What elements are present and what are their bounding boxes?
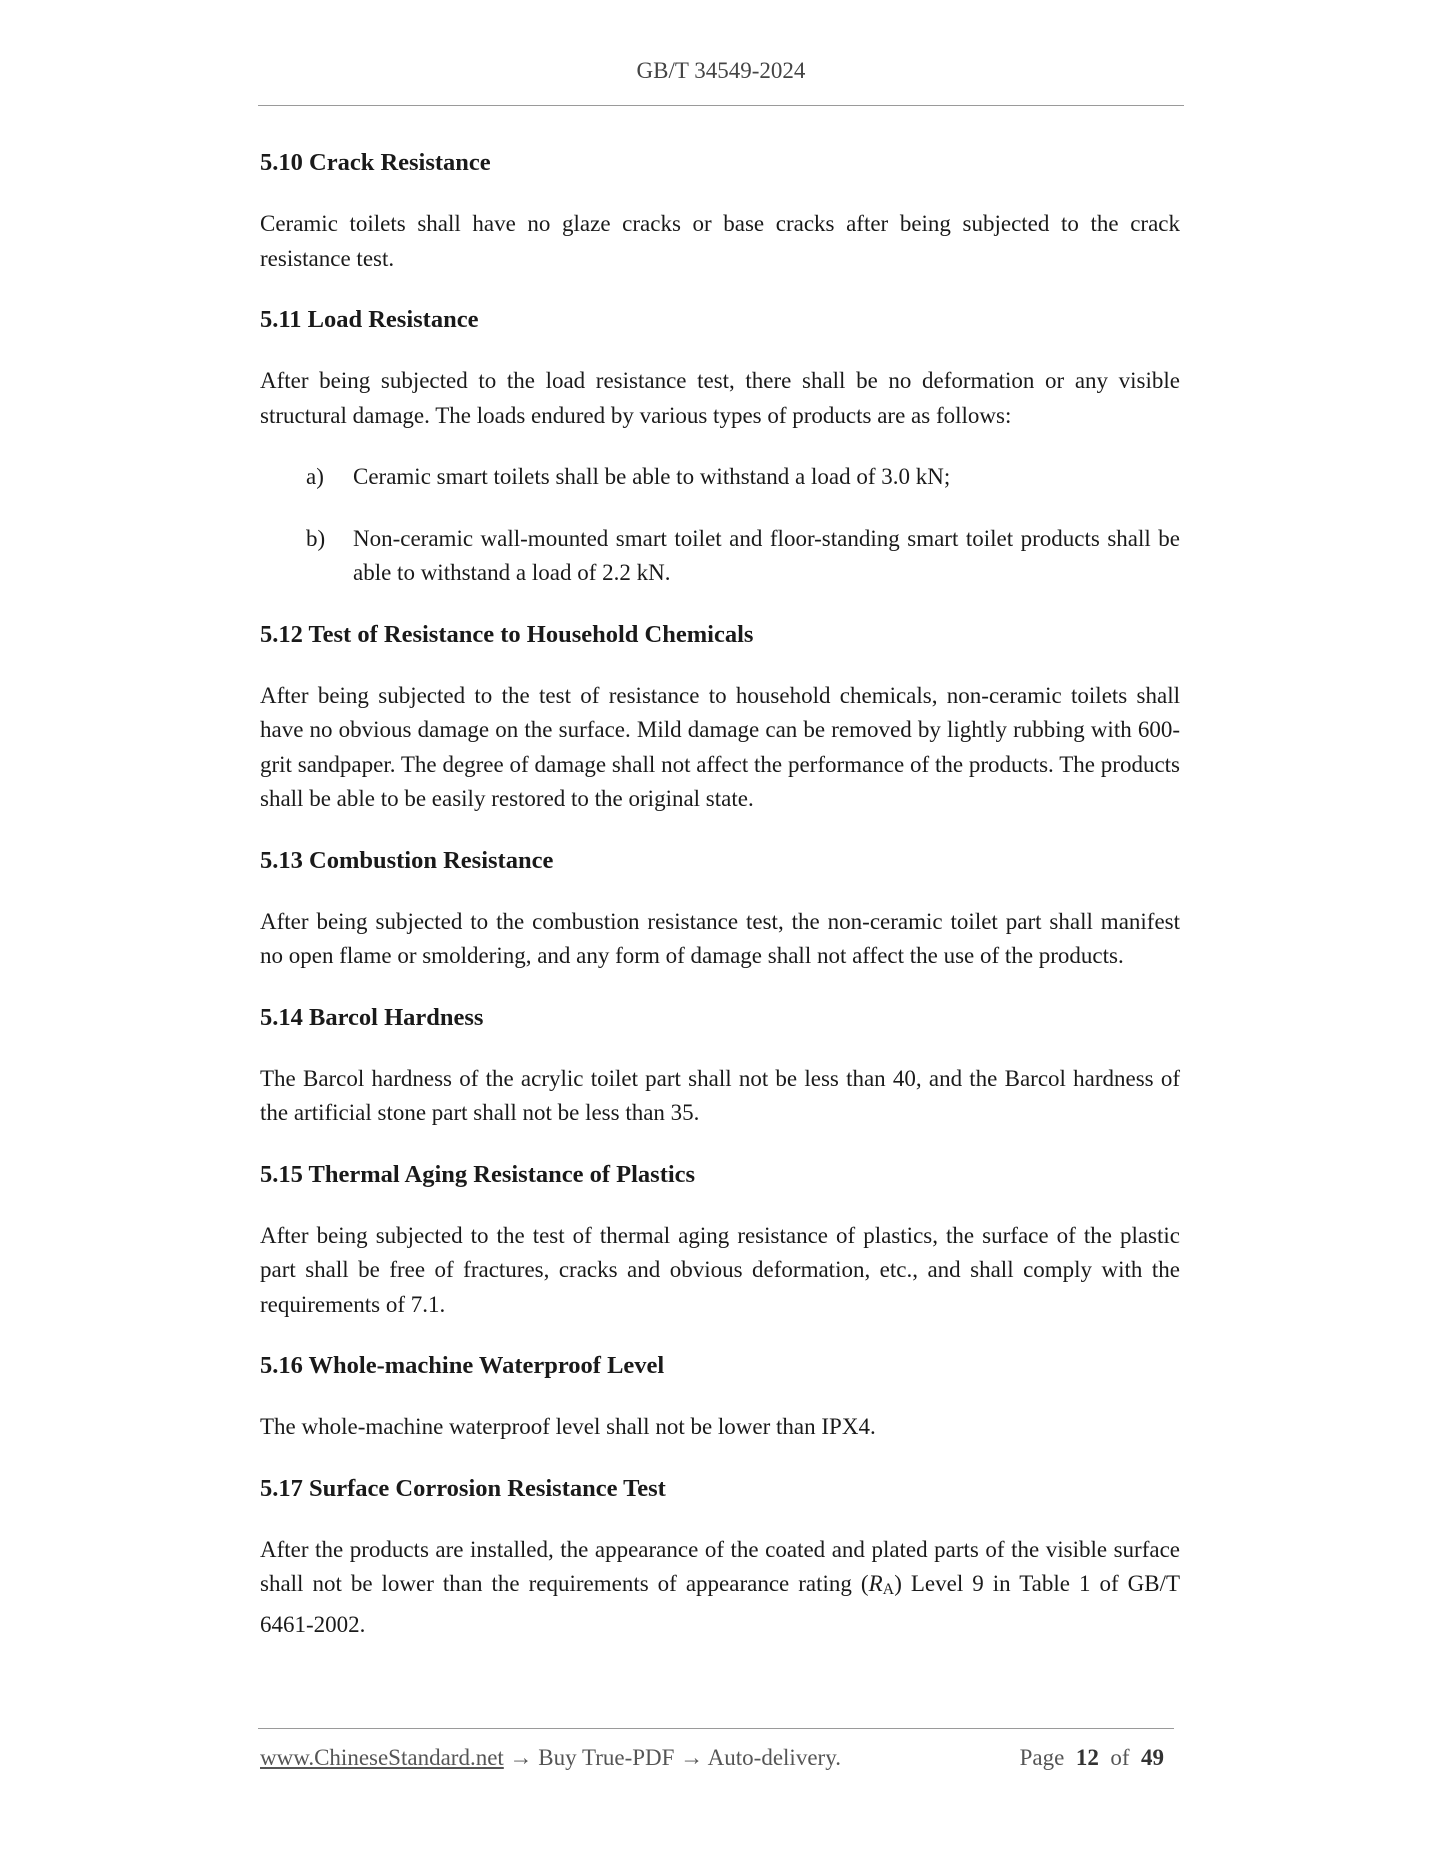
paragraph-text: ) Level 9 in Table 1 of GB/T 6461-2002.: [260, 1571, 1181, 1637]
list-item-text: Ceramic smart toilets shall be able to withstand a load of 3.0 kN;: [353, 464, 951, 489]
list-item-text: Non-ceramic wall-mounted smart toilet and floor-standing smart toilet products shall be able to withstand a load of 2.2 kN.: [353, 525, 1180, 585]
section-paragraph: After being subjected to the test of thermal aging resistance of plastics, the surface of the plastic part shall be free of fractures, cracks and obvious deformation, etc., and shall comply with the requirements of 7.1.: [260, 1222, 1180, 1317]
section-paragraph: After being subjected to the combustion resistance test, the non-ceramic toilet part shall manifest no open flame or smoldering, and any form of damage shall not affect the use of the products.: [260, 908, 1180, 968]
section-paragraph: After being subjected to the test of resistance to household chemicals, non-ceramic toilets shall have no obvious damage on the surface. Mild damage can be removed by lightly rubbing with 600-grit sandpaper. The degree of damage shall not affect the performance of the products. The products shall be able to be easily restored to the original state.: [260, 682, 1180, 811]
section-paragraph: [260, 1533, 1180, 1643]
rating-symbol: R: [868, 1571, 883, 1596]
page-number: 12: [1075, 1745, 1099, 1770]
delivery-text: Auto-delivery.: [707, 1745, 841, 1770]
page-content: [260, 146, 1180, 1669]
footer-divider: [258, 1728, 1174, 1729]
paragraph-text: After the products are installed, the appearance of the coated and plated parts of the visible surface shall not be lower than the requirements of appearance rating (: [260, 1536, 1180, 1596]
section-heading-5-14: 5.14 Barcol Hardness: [260, 1003, 484, 1031]
list-item: [260, 460, 1180, 495]
site-link[interactable]: www.ChineseStandard.net: [260, 1745, 504, 1770]
arrow-right-icon: →: [509, 1745, 533, 1770]
page-header: GB/T 34549-2024: [636, 58, 806, 83]
page-label: Page: [1019, 1745, 1065, 1770]
list-item: [260, 522, 1180, 591]
footer-promo: [260, 1745, 841, 1771]
section-paragraph: Ceramic toilets shall have no glaze cracks or base cracks after being subjected to the crack resistance test.: [260, 211, 1180, 271]
section-heading-5-12: 5.12 Test of Resistance to Household Chemicals: [260, 620, 754, 648]
rating-subscript: A: [882, 1581, 895, 1598]
section-heading-5-15: 5.15 Thermal Aging Resistance of Plastics: [260, 1160, 696, 1188]
page-indicator: [1020, 1745, 1164, 1771]
section-heading-5-16: 5.16 Whole-machine Waterproof Level: [260, 1352, 665, 1379]
section-paragraph: After being subjected to the load resistance test, there shall be no deformation or any visible structural damage. The loads endured by various types of products are as follows:: [260, 368, 1180, 428]
section-paragraph: The Barcol hardness of the acrylic toilet part shall not be less than 40, and the Barcol hardness of the artificial stone part shall not be less than 35.: [260, 1065, 1180, 1125]
list-marker: b): [306, 525, 326, 551]
section-heading-5-11: 5.11 Load Resistance: [260, 306, 479, 333]
section-heading-5-17: 5.17 Surface Corrosion Resistance Test: [260, 1474, 666, 1502]
list-marker: a): [306, 464, 324, 489]
arrow-right-icon: →: [680, 1745, 704, 1770]
total-pages: 49: [1141, 1745, 1164, 1770]
section-paragraph: The whole-machine waterproof level shall not be lower than IPX4.: [260, 1414, 876, 1439]
buy-text: Buy True-PDF: [538, 1745, 675, 1770]
section-heading-5-13: 5.13 Combustion Resistance: [260, 846, 554, 874]
header-divider: [258, 105, 1184, 106]
section-heading-5-10: 5.10 Crack Resistance: [260, 149, 491, 176]
of-label: of: [1110, 1745, 1130, 1770]
